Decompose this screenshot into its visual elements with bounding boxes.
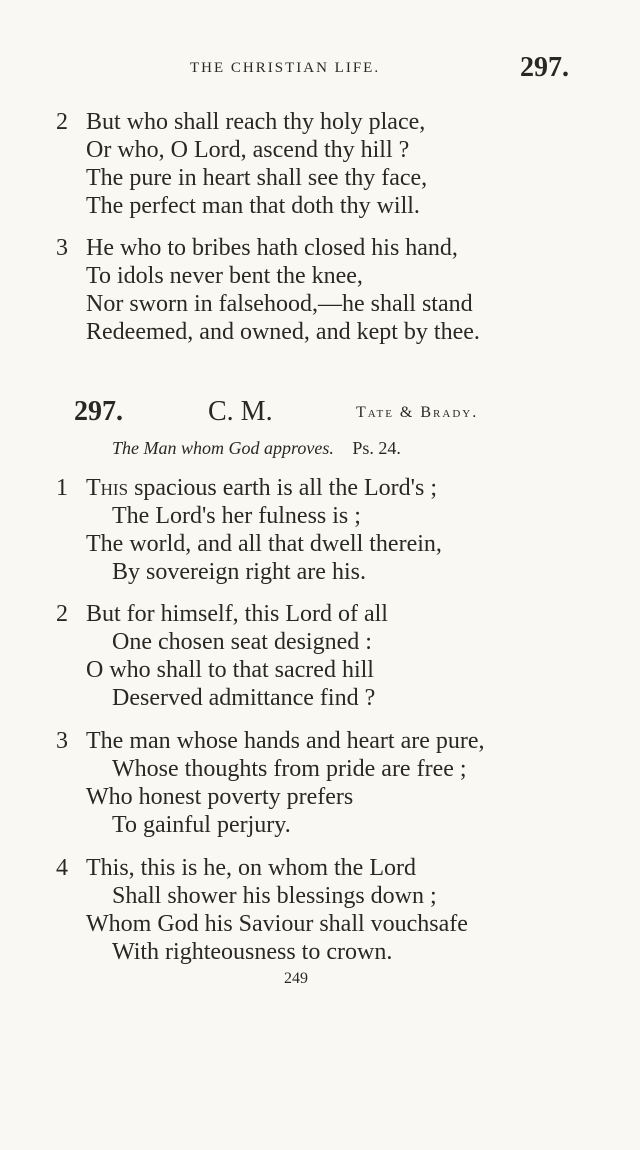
verse-line: One chosen seat designed : xyxy=(112,629,372,655)
verse-line: Deserved admittance find ? xyxy=(112,685,376,711)
verse-line: By sovereign right are his. xyxy=(112,559,366,585)
running-head xyxy=(0,52,640,84)
verse-line: Shall shower his blessings down ; xyxy=(112,883,437,909)
first-line-rest: spacious earth is all the Lord's ; xyxy=(128,475,437,501)
verse-line: Or who, O Lord, ascend thy hill ? xyxy=(86,137,410,163)
verse-line: The pure in heart shall see thy face, xyxy=(86,165,428,191)
page-number: 249 xyxy=(284,970,308,987)
stanza-number: 4 xyxy=(56,855,68,881)
verse-line: Who honest poverty prefers xyxy=(86,784,354,810)
verse-line: But who shall reach thy holy place, xyxy=(86,109,426,135)
verse-line: The Lord's her fulness is ; xyxy=(112,503,361,529)
verse-line: He who to bribes hath closed his hand, xyxy=(86,235,458,261)
verse-line: The world, and all that dwell therein, xyxy=(86,531,442,557)
running-title: THE CHRISTIAN LIFE. xyxy=(190,60,381,76)
stanza-number: 2 xyxy=(56,601,68,627)
verse-line-first xyxy=(86,474,437,502)
verse-line: To idols never bent the knee, xyxy=(86,263,363,289)
verse-line: Nor sworn in falsehood,—he shall stand xyxy=(86,291,473,317)
running-hymn-number: 297. xyxy=(520,52,569,83)
verse-line: Redeemed, and owned, and kept by thee. xyxy=(86,319,480,345)
verse-line: But for himself, this Lord of all xyxy=(86,601,388,627)
verse-line: This, this is he, on whom the Lord xyxy=(86,855,416,881)
stanza-number: 2 xyxy=(56,109,68,135)
hymn-heading xyxy=(0,396,640,430)
hymn-title: The Man whom God approves. xyxy=(112,438,334,458)
verse-line: With righteousness to crown. xyxy=(112,939,393,965)
stanza-number: 1 xyxy=(56,475,68,501)
verse-line: The perfect man that doth thy will. xyxy=(86,193,420,219)
hymn-author: Tate & Brady. xyxy=(356,404,479,421)
verse-line: O who shall to that sacred hill xyxy=(86,657,374,683)
hymn-subtitle xyxy=(112,438,401,459)
verse-line: To gainful perjury. xyxy=(112,812,291,838)
scripture-reference: Ps. 24. xyxy=(352,438,401,458)
verse-line: The man whose hands and heart are pure, xyxy=(86,728,485,754)
drop-word: This xyxy=(86,475,129,501)
verse-line: Whose thoughts from pride are free ; xyxy=(112,756,467,782)
stanza-number: 3 xyxy=(56,728,68,754)
verse-line: Whom God his Saviour shall vouchsafe xyxy=(86,911,468,937)
hymn-meter: C. M. xyxy=(208,396,273,427)
stanza-number: 3 xyxy=(56,235,68,261)
hymn-number: 297. xyxy=(74,396,123,427)
